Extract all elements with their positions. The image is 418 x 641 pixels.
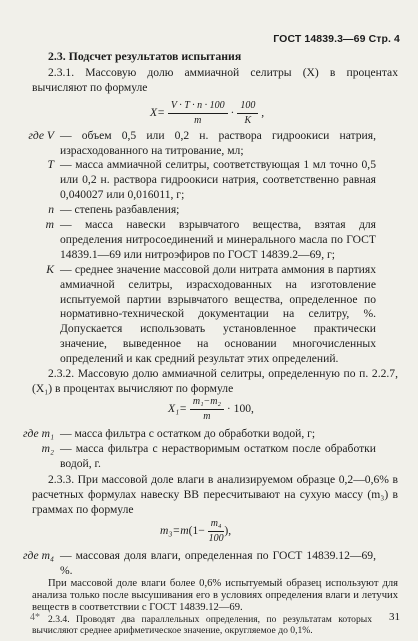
section-title: 2.3. Подсчет результатов испытания — [48, 49, 242, 63]
page-header — [273, 33, 400, 45]
signature-mark: 4* — [30, 612, 40, 623]
formula-m3: m₃=m(1− $\frac{\text{m₄}}{100}$ ), — [160, 518, 232, 544]
paragraph-moisture: При массовой доле влаги более 0,6% испытуемый образец используют для анализа только после высушивания его в условиях определения влаги и летучих веществ в соответствии с ГОСТ 14839.12—69. — [32, 578, 398, 613]
paragraph-2-3-4: 2.3.4. Проводят два параллельных определения, по результатам которых вычисляют среднее арифметическое значение, округляемое до 0,1%. — [32, 614, 372, 636]
document-page: ГОСТ 14839.3—69 Стр. 4 2.3. Подсчет результатов испытания 2.3.1. Массовую долю аммиачной селитры (X) в процентах вычисляют по формуле X= $\frac{V \cdot T \cdot n \cdot 100}{m}$ · $\frac{100}{K}$ , где V — объем 0,5 или 0,2 н. раствора гидроокиси натрия, израсходованного на титрование, мл; T — масса аммиачной селитры, соответствующая 1 мл точно 0,5 или 0,2 н. раствора гидроокиси натрия, соответственно равная 0,040027 или 0,016011, г; n — степень разбавления; m — масса навески взрывчатого вещества, взятая для определения нитросоединений и минерального масла по ГОСТ 14839.1—69 или нитроэфиров по ГОСТ 14839.2—69, г; K — среднее значение массовой доли нитрата аммония в партиях аммиачной селитры, израсходованных на изготовление испытуемой партии взрывчатого вещества, определенное по нормативно-технической документации на селитру, %. Допускается использовать установленное практически значение, выведенное на основании многочисленных определений и как средний результат этих определений. 2.3.2. Массовую долю аммиачной селитры, определенную по п. 2.2.7, (X₁) в процентах вычисляют по формуле X₁= $\frac{\text{m₁−m₂}}{m}$ · 100, где m₁ — масса фильтра с остатком до обработки водой, г; m₂ — масса фильтра с нерастворимым остатком после обработки водой, г. 2.3.3. При массовой доле влаги в анализируемом образце 0,2—0,6% в расчетных формулах навеску ВВ пересчитывают на сухую массу (m₃) в граммах по формуле m₃=m(1− $\frac{\text{m₄}}{100}$ ), где m₄ — массовая доля влаги, определенная по ГОСТ 14839.12—69, %. При массовой доле влаги более 0,6% испытуемый образец используют для анализа только после высушивания его в условиях определения влаги и летучих веществ в соответствии с ГОСТ 14839.12—69. 2.3.4. Проводят два параллельных определения, по результатам которых вычисляют среднее арифметическое значение, округляемое до 0,1%. 4* 31 — [0, 0, 418, 641]
paragraph-2-3-1: 2.3.1. Массовую долю аммиачной селитры (X) в процентах вычисляют по формуле — [32, 66, 398, 94]
formula-x-numerator: V · T · n · 100 — [168, 100, 228, 114]
formula-x: X= $\frac{V \cdot T \cdot n \cdot 100}{m}$ · $\frac{100}{K}$ , — [150, 100, 265, 126]
formula-x-denominator: m — [194, 115, 202, 126]
page-number: 31 — [389, 611, 400, 623]
standard-number: ГОСТ 14839.3—69 — [273, 33, 366, 45]
paragraph-2-3-3: 2.3.3. При массовой доле влаги в анализируемом образце 0,2—0,6% в расчетных формулах навеску ВВ пересчитывают на сухую массу (m₃) в граммах по формуле — [32, 473, 398, 516]
page-label: Стр. 4 — [368, 33, 400, 45]
paragraph-2-3-2: 2.3.2. Массовую долю аммиачной селитры, определенную по п. 2.2.7, (X₁) в процентах вычисляют по формуле — [32, 367, 398, 395]
formula-x1: X₁= $\frac{\text{m₁−m₂}}{m}$ · 100, — [168, 396, 254, 422]
